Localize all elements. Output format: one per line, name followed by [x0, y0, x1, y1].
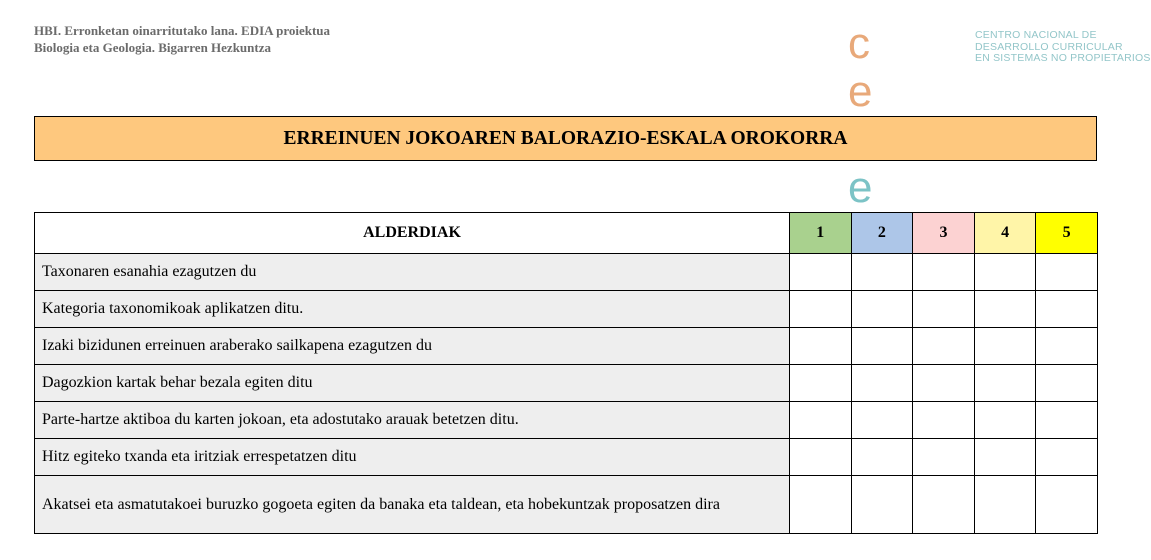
aspect-label: Dagozkion kartak behar bezala egiten ditu [35, 365, 790, 402]
table-row [35, 291, 1098, 328]
logo-subtitle [975, 30, 1151, 65]
score-cell-3[interactable] [913, 402, 975, 439]
score-cell-3[interactable] [913, 291, 975, 328]
score-cell-5[interactable] [1036, 439, 1098, 476]
score-header-2: 2 [851, 213, 913, 254]
score-cell-4[interactable] [974, 402, 1036, 439]
score-header-4: 4 [974, 213, 1036, 254]
header-line-1: HBI. Erronketan oinarritutako lana. EDIA proiektua [34, 23, 331, 38]
score-cell-1[interactable] [790, 439, 852, 476]
score-cell-5[interactable] [1036, 365, 1098, 402]
aspect-label: Hitz egiteko txanda eta iritziak errespetatzen ditu [35, 439, 790, 476]
table-row [35, 476, 1098, 534]
aspect-label: Taxonaren esanahia ezagutzen du [35, 254, 790, 291]
score-cell-2[interactable] [851, 402, 913, 439]
score-cell-2[interactable] [851, 328, 913, 365]
score-cell-4[interactable] [974, 254, 1036, 291]
logo-sub-line-1: CENTRO NACIONAL DE [975, 29, 1097, 41]
table-row [35, 402, 1098, 439]
score-cell-4[interactable] [974, 291, 1036, 328]
score-cell-2[interactable] [851, 291, 913, 328]
aspect-label: Kategoria taxonomikoak aplikatzen ditu. [35, 291, 790, 328]
score-cell-4[interactable] [974, 328, 1036, 365]
score-cell-1[interactable] [790, 291, 852, 328]
score-header-1: 1 [790, 213, 852, 254]
logo-letter: e [848, 67, 873, 116]
rating-scale-table [34, 212, 1098, 534]
logo-letter: e [848, 163, 873, 212]
score-cell-2[interactable] [851, 365, 913, 402]
table-row [35, 365, 1098, 402]
header-line-2: Biologia eta Geologia. Bigarren Hezkuntza [34, 40, 271, 55]
table-row [35, 254, 1098, 291]
page-title: ERREINUEN JOKOAREN BALORAZIO-ESKALA OROKORRA [34, 116, 1097, 161]
score-cell-1[interactable] [790, 476, 852, 534]
document-header [34, 22, 330, 56]
score-cell-5[interactable] [1036, 291, 1098, 328]
score-cell-2[interactable] [851, 439, 913, 476]
logo-sub-line-2: DESARROLLO CURRICULAR [975, 40, 1123, 53]
score-cell-1[interactable] [790, 254, 852, 291]
score-cell-2[interactable] [851, 254, 913, 291]
score-cell-3[interactable] [913, 254, 975, 291]
score-cell-4[interactable] [974, 476, 1036, 534]
score-cell-5[interactable] [1036, 254, 1098, 291]
table-row [35, 328, 1098, 365]
aspect-label: Izaki bizidunen erreinuen araberako sailkapena ezagutzen du [35, 328, 790, 365]
table-row [35, 439, 1098, 476]
score-header-3: 3 [913, 213, 975, 254]
score-cell-3[interactable] [913, 439, 975, 476]
logo-sub-line-3: EN SISTEMAS NO PROPIETARIOS [975, 52, 1151, 64]
score-cell-1[interactable] [790, 328, 852, 365]
score-cell-3[interactable] [913, 328, 975, 365]
score-cell-4[interactable] [974, 365, 1036, 402]
score-cell-3[interactable] [913, 365, 975, 402]
score-cell-5[interactable] [1036, 402, 1098, 439]
aspects-header: ALDERDIAK [35, 213, 790, 254]
score-cell-3[interactable] [913, 476, 975, 534]
logo-letter: c [848, 19, 870, 68]
score-cell-1[interactable] [790, 365, 852, 402]
score-cell-5[interactable] [1036, 328, 1098, 365]
score-header-5: 5 [1036, 213, 1098, 254]
score-cell-5[interactable] [1036, 476, 1098, 534]
aspect-label: Parte-hartze aktiboa du karten jokoan, eta adostutako arauak betetzen ditu. [35, 402, 790, 439]
score-cell-2[interactable] [851, 476, 913, 534]
score-cell-1[interactable] [790, 402, 852, 439]
table-header-row [35, 213, 1098, 254]
aspect-label: Akatsei eta asmatutakoei buruzko gogoeta egiten da banaka eta taldean, eta hobekuntzak proposatzen dira [35, 476, 790, 534]
score-cell-4[interactable] [974, 439, 1036, 476]
